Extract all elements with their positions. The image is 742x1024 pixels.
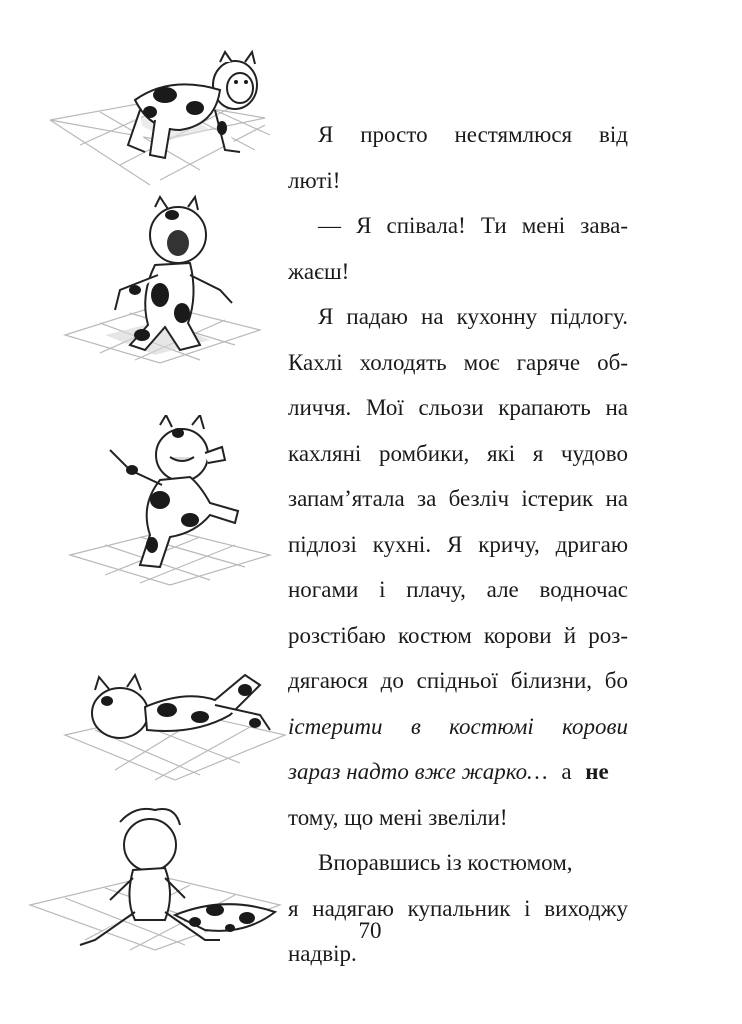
conjunction: а bbox=[561, 759, 572, 784]
text-line: — Я співала! Ти мені зава- bbox=[318, 213, 628, 238]
story-text bbox=[288, 112, 628, 977]
girl-cow-costume-stomping-illustration bbox=[60, 415, 280, 590]
text-line: жаєш! bbox=[288, 258, 350, 284]
text-line: кахляні ромбики, які я чудово bbox=[288, 440, 628, 466]
text-line: запам’ятала за безліч істерик на bbox=[288, 486, 628, 511]
text-line: Я просто нестямлюся від bbox=[318, 122, 628, 147]
text-line-mixed bbox=[288, 749, 628, 795]
text-line-italic: істерити в костюмі корови bbox=[288, 713, 628, 739]
text-line: підлозі кухні. Я кричу, дригаю bbox=[288, 531, 628, 557]
text-line: ногами і плачу, але водночас bbox=[288, 577, 628, 602]
girl-removed-costume-sitting-illustration bbox=[25, 800, 290, 975]
girl-cow-costume-lying-floor-illustration bbox=[55, 635, 290, 795]
bold-word: не bbox=[585, 759, 609, 784]
text-line: Я падаю на кухонну підлогу. bbox=[318, 304, 628, 329]
italic-phrase: зараз надто вже жарко… bbox=[288, 759, 548, 784]
text-line: Впоравшись із костюмом, bbox=[318, 850, 573, 875]
page-number: 70 bbox=[358, 918, 382, 943]
girl-cow-costume-crawling-illustration bbox=[40, 40, 280, 190]
text-line: я надягаю купальник і виходжу bbox=[288, 895, 628, 921]
text-line: Кахлі холодять моє гаряче об- bbox=[288, 349, 628, 375]
text-line: личчя. Мої сльози крапають на bbox=[288, 395, 628, 420]
illustration-column bbox=[0, 0, 290, 1000]
girl-cow-costume-crying-illustration bbox=[60, 195, 270, 370]
text-line: надвір. bbox=[288, 941, 357, 966]
text-line: люті! bbox=[288, 167, 341, 193]
text-line: тому, що мені звеліли! bbox=[288, 804, 508, 830]
text-line: дягаюся до спідньої білизни, бо bbox=[288, 668, 628, 693]
text-line: розстібаю костюм корови й роз- bbox=[288, 622, 628, 648]
